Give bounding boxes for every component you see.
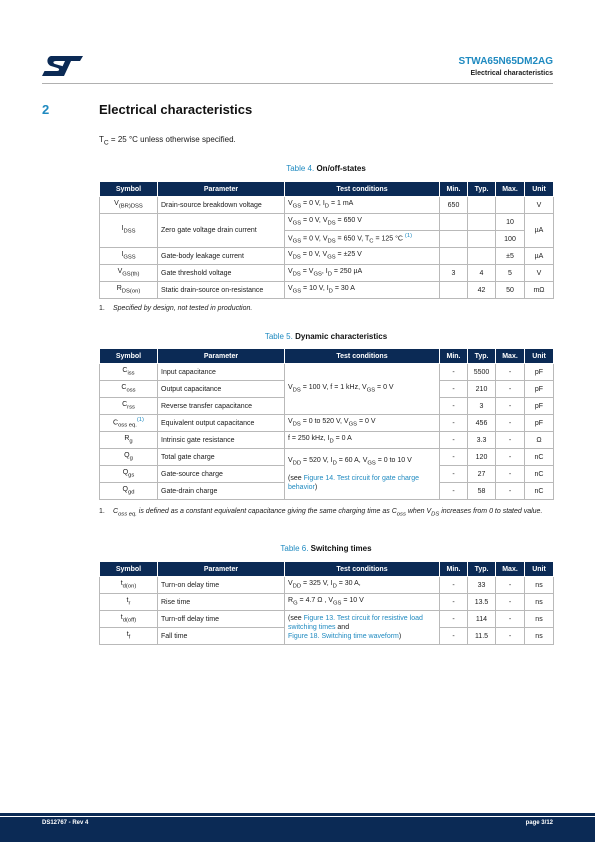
table-row (100, 577, 554, 594)
condition-cell: f = 250 kHz, $I_D = 0$ A (285, 432, 440, 449)
min-cell (440, 282, 468, 299)
max-cell: - (496, 483, 525, 500)
parameter-cell: Input capacitance (158, 364, 285, 381)
typ-cell (468, 214, 496, 231)
parameter-cell: Total gate charge (158, 449, 285, 466)
col-test-conditions: Test conditions (285, 562, 440, 577)
typ-cell: 210 (468, 381, 496, 398)
parameter-cell: Output capacitance (158, 381, 285, 398)
min-cell: - (440, 432, 468, 449)
condition-cell: $V_{DS} = V_{GS}$, $I_D = 250$ µA (285, 265, 440, 282)
col-symbol: Symbol (100, 562, 158, 577)
parameter-cell: Gate threshold voltage (158, 265, 285, 282)
condition-cell: $V_{DD} = 325$ V, $I_D = 30$ A, (285, 577, 440, 594)
min-cell: 3 (440, 265, 468, 282)
min-cell: - (440, 449, 468, 466)
unit-cell: µA (525, 214, 554, 248)
max-cell: - (496, 611, 525, 628)
typ-cell: 27 (468, 466, 496, 483)
condition-cell: $V_{GS} = 10$ V, $I_D = 30$ A (285, 282, 440, 299)
table-row (100, 265, 554, 282)
col-typ: Typ. (468, 349, 496, 364)
condition-cell: (see Figure 13. Test circuit for resistive load switching times and Figure 18. Switching time waveform) (285, 611, 440, 645)
typ-cell (468, 231, 496, 248)
parameter-cell: Reverse transfer capacitance (158, 398, 285, 415)
col-parameter: Parameter (158, 349, 285, 364)
min-cell (440, 248, 468, 265)
col-parameter: Parameter (158, 562, 285, 577)
symbol-cell: $R_g$ (100, 432, 158, 449)
min-cell (440, 231, 468, 248)
unit-cell: pF (525, 398, 554, 415)
condition-cell: $V_{GS} = 0$ V, $V_{DS} = 650$ V, $T_C = 125$ °C $^{(1)}$ (285, 231, 440, 248)
max-cell (496, 197, 525, 214)
condition-cell: $R_G = 4.7$ Ω , $V_{GS} = 10$ V (285, 594, 440, 611)
table6-switching-times (99, 561, 554, 645)
figure-18-link[interactable]: Figure 18. Switching time waveform (288, 633, 399, 640)
table5-caption: Table 5. Dynamic characteristics (264, 332, 388, 341)
section-condition: $T_C = 25$ °C unless otherwise specified. (99, 135, 236, 147)
condition-cell: $V_{DS} = 0$ to 520 V, $V_{GS} = 0$ V (285, 415, 440, 432)
table-row (100, 432, 554, 449)
symbol-cell: $I_{DSS}$ (100, 214, 158, 248)
min-cell: - (440, 577, 468, 594)
max-cell: - (496, 577, 525, 594)
condition-cell: $V_{DS} = 100$ V, f = 1 kHz, $V_{GS} = 0$ V (285, 364, 440, 415)
unit-cell: ns (525, 577, 554, 594)
col-unit: Unit (525, 182, 554, 197)
condition-cell: $V_{GS} = 0$ V, $V_{DS} = 650$ V (285, 214, 440, 231)
st-logo (42, 55, 84, 82)
figure-13-link[interactable]: Figure 13. Test circuit for resistive load switching times (288, 615, 423, 631)
symbol-cell: $I_{GSS}$ (100, 248, 158, 265)
max-cell: 50 (496, 282, 525, 299)
col-min: Min. (440, 562, 468, 577)
part-number: STWA65N65DM2AG (458, 56, 553, 67)
typ-cell: 3.3 (468, 432, 496, 449)
table4-caption: Table 4. On/off-states (286, 164, 366, 173)
max-cell: - (496, 594, 525, 611)
symbol-cell: $C_{iss}$ (100, 364, 158, 381)
table5-header-row (100, 349, 554, 364)
typ-cell: 33 (468, 577, 496, 594)
col-typ: Typ. (468, 182, 496, 197)
section-number: 2 (42, 102, 50, 117)
parameter-cell: Fall time (158, 628, 285, 645)
max-cell: - (496, 398, 525, 415)
col-symbol: Symbol (100, 182, 158, 197)
max-cell: - (496, 432, 525, 449)
table6-header-row (100, 562, 554, 577)
footer-bar (0, 817, 595, 842)
max-cell: - (496, 381, 525, 398)
typ-cell: 58 (468, 483, 496, 500)
parameter-cell: Gate-drain charge (158, 483, 285, 500)
table5-footnote: 1. $C_{oss eq.}$ is defined as a constant equivalent capacitance giving the same charging time as $C_{oss}$ when $V_{DS}$ increases from 0 to stated value. (99, 508, 543, 518)
table5-dynamic-characteristics (99, 348, 554, 500)
parameter-cell: Static drain-source on-resistance (158, 282, 285, 299)
col-symbol: Symbol (100, 349, 158, 364)
typ-cell: 13.5 (468, 594, 496, 611)
unit-cell: Ω (525, 432, 554, 449)
parameter-cell: Turn-on delay time (158, 577, 285, 594)
max-cell: - (496, 628, 525, 645)
symbol-cell: $t_r$ (100, 594, 158, 611)
figure-14-link[interactable]: Figure 14. Test circuit for gate charge behavior (288, 474, 419, 491)
max-cell: 100 (496, 231, 525, 248)
min-cell: - (440, 381, 468, 398)
parameter-cell: Zero gate voltage drain current (158, 214, 285, 248)
symbol-cell: $Q_{gs}$ (100, 466, 158, 483)
min-cell: - (440, 611, 468, 628)
table-row (100, 611, 554, 628)
max-cell: - (496, 466, 525, 483)
col-unit: Unit (525, 349, 554, 364)
typ-cell: 11.5 (468, 628, 496, 645)
page-number: page 3/12 (525, 820, 553, 826)
min-cell (440, 214, 468, 231)
symbol-cell: $t_{d(on)}$ (100, 577, 158, 594)
typ-cell: 3 (468, 398, 496, 415)
unit-cell: pF (525, 364, 554, 381)
section-title: Electrical characteristics (99, 102, 253, 117)
table-row (100, 282, 554, 299)
max-cell: - (496, 415, 525, 432)
footer-bar-top (0, 813, 595, 816)
max-cell: 5 (496, 265, 525, 282)
table-row (100, 594, 554, 611)
col-unit: Unit (525, 562, 554, 577)
unit-cell: pF (525, 415, 554, 432)
table-row (100, 214, 554, 231)
table-row (100, 449, 554, 466)
symbol-cell: $Q_{gd}$ (100, 483, 158, 500)
condition-cell: $V_{GS} = 0$ V, $I_D = 1$ mA (285, 197, 440, 214)
unit-cell: µA (525, 248, 554, 265)
unit-cell: V (525, 197, 554, 214)
parameter-cell: Gate-source charge (158, 466, 285, 483)
header-divider (42, 83, 553, 84)
table6-caption: Table 6. Switching times (280, 544, 372, 553)
unit-cell: V (525, 265, 554, 282)
symbol-cell: $Q_g$ (100, 449, 158, 466)
parameter-cell: Equivalent output capacitance (158, 415, 285, 432)
symbol-cell: $V_{GS(th)}$ (100, 265, 158, 282)
typ-cell: 114 (468, 611, 496, 628)
parameter-cell: Drain-source breakdown voltage (158, 197, 285, 214)
col-parameter: Parameter (158, 182, 285, 197)
table-row (100, 415, 554, 432)
symbol-cell: $R_{DS(on)}$ (100, 282, 158, 299)
unit-cell: mΩ (525, 282, 554, 299)
col-test-conditions: Test conditions (285, 349, 440, 364)
header-section-label: Electrical characteristics (470, 70, 553, 77)
typ-cell: 5500 (468, 364, 496, 381)
unit-cell: ns (525, 628, 554, 645)
min-cell: - (440, 415, 468, 432)
typ-cell: 4 (468, 265, 496, 282)
table-row (100, 197, 554, 214)
unit-cell: nC (525, 449, 554, 466)
col-max: Max. (496, 562, 525, 577)
symbol-cell: $C_{rss}$ (100, 398, 158, 415)
typ-cell: 120 (468, 449, 496, 466)
symbol-cell: $C_{oss}$ (100, 381, 158, 398)
unit-cell: nC (525, 466, 554, 483)
parameter-cell: Intrinsic gate resistance (158, 432, 285, 449)
col-min: Min. (440, 182, 468, 197)
min-cell: 650 (440, 197, 468, 214)
col-test-conditions: Test conditions (285, 182, 440, 197)
col-max: Max. (496, 182, 525, 197)
symbol-cell: $C_{oss eq.}^{(1)}$ (100, 415, 158, 432)
min-cell: - (440, 594, 468, 611)
min-cell: - (440, 483, 468, 500)
max-cell: 10 (496, 214, 525, 231)
document-reference: DS12767 - Rev 4 (42, 820, 89, 826)
parameter-cell: Turn-off delay time (158, 611, 285, 628)
min-cell: - (440, 364, 468, 381)
table-row (100, 364, 554, 381)
max-cell: - (496, 364, 525, 381)
table4-header-row (100, 182, 554, 197)
typ-cell: 456 (468, 415, 496, 432)
max-cell: - (496, 449, 525, 466)
col-max: Max. (496, 349, 525, 364)
col-typ: Typ. (468, 562, 496, 577)
symbol-cell: $t_f$ (100, 628, 158, 645)
symbol-cell: $V_{(BR)DSS}$ (100, 197, 158, 214)
symbol-cell: $t_{d(off)}$ (100, 611, 158, 628)
min-cell: - (440, 628, 468, 645)
typ-cell (468, 248, 496, 265)
max-cell: ±5 (496, 248, 525, 265)
typ-cell (468, 197, 496, 214)
min-cell: - (440, 398, 468, 415)
unit-cell: pF (525, 381, 554, 398)
condition-cell: $V_{DS} = 0$ V, $V_{GS} = \pm 25$ V (285, 248, 440, 265)
table4-on-off-states (99, 181, 554, 299)
unit-cell: ns (525, 594, 554, 611)
unit-cell: nC (525, 483, 554, 500)
table4-footnote: 1. Specified by design, not tested in production. (99, 305, 253, 312)
condition-cell: $V_{DD} = 520$ V, $I_D = 60$ A, $V_{GS} = 0$ to 10 V (see Figure 14. Test circuit for gate charge behavior) (285, 449, 440, 500)
col-min: Min. (440, 349, 468, 364)
unit-cell: ns (525, 611, 554, 628)
typ-cell: 42 (468, 282, 496, 299)
parameter-cell: Rise time (158, 594, 285, 611)
table-row (100, 248, 554, 265)
min-cell: - (440, 466, 468, 483)
parameter-cell: Gate-body leakage current (158, 248, 285, 265)
